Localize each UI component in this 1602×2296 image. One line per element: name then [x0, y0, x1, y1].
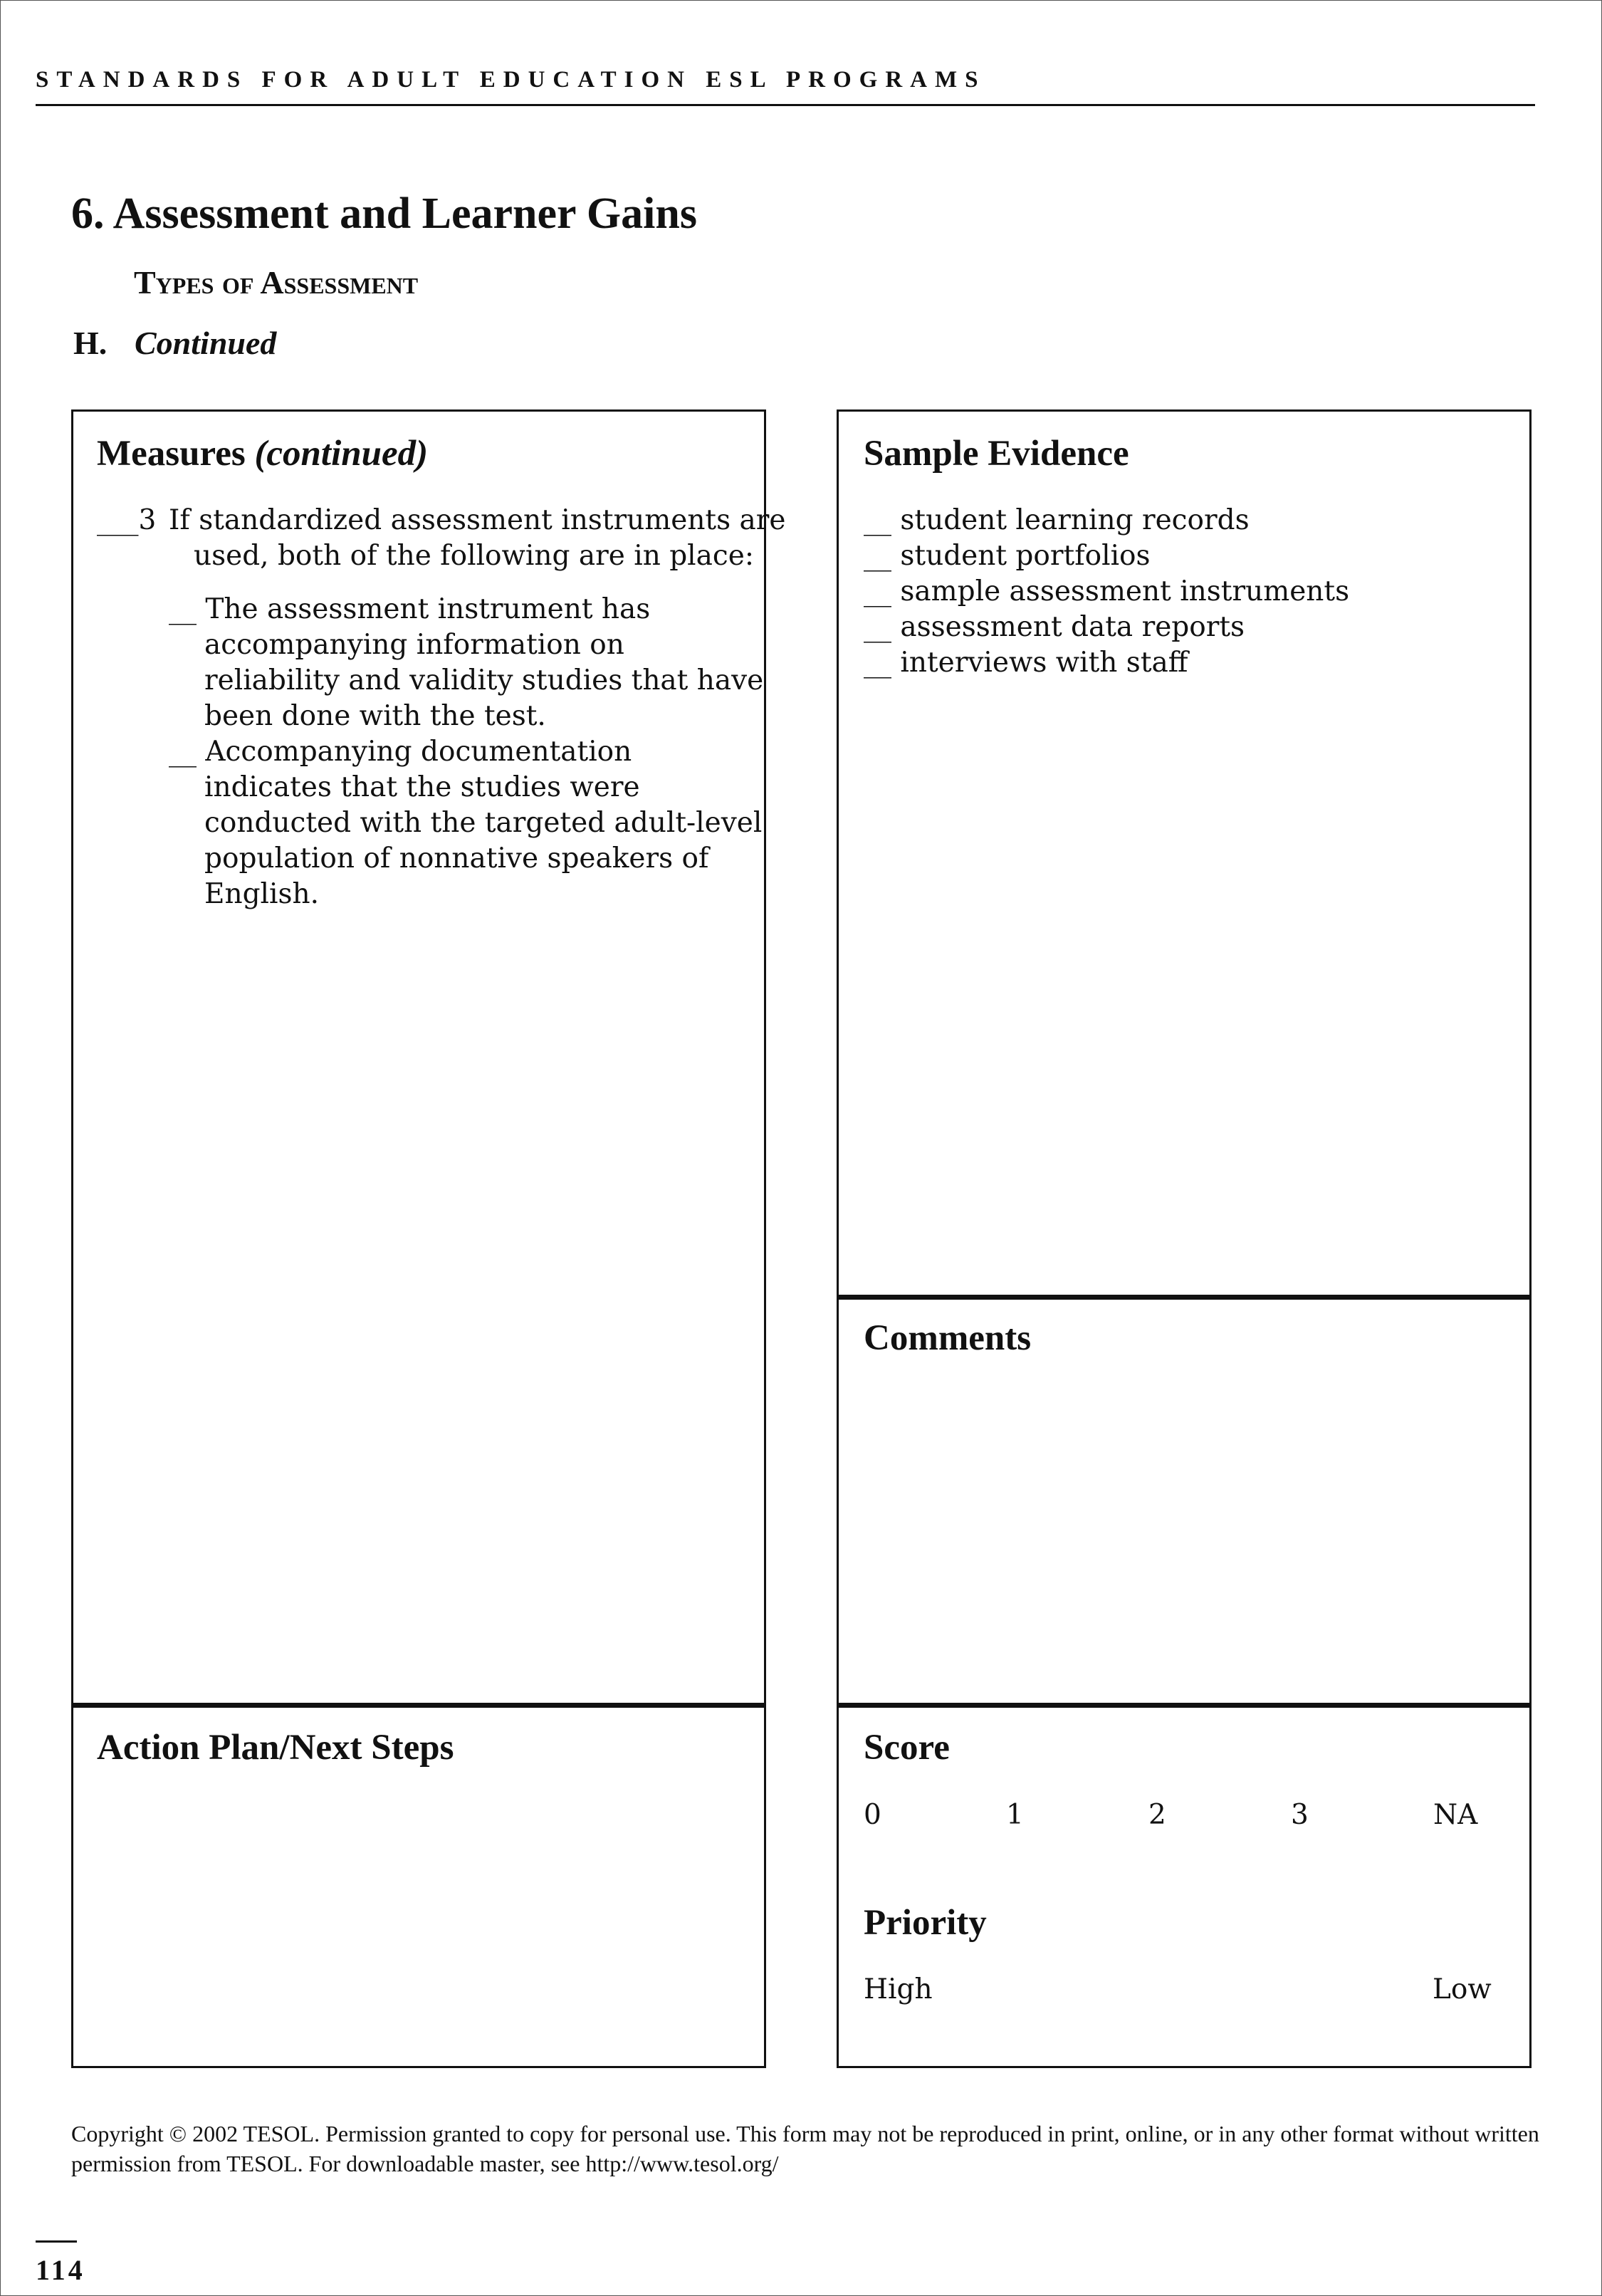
left-column-divider: [71, 1703, 766, 1708]
priority-high-label[interactable]: High: [864, 1973, 933, 2005]
score-option-3[interactable]: 3: [1291, 1799, 1309, 1831]
measure-line: used, both of the following are in place:: [194, 540, 754, 572]
measure-subitem-line: been done with the test.: [204, 700, 546, 732]
page-number-rule: [36, 2240, 77, 2243]
evidence-item: __ assessment data reports: [864, 611, 1245, 643]
subsection-heading: Types of Assessment: [134, 264, 419, 301]
score-option-1[interactable]: 1: [1006, 1799, 1024, 1831]
measure-subitem-line: accompanying information on: [204, 629, 624, 661]
evidence-item: __ interviews with staff: [864, 647, 1188, 679]
right-column-divider-comments: [837, 1295, 1532, 1300]
evidence-item: __ sample assessment instruments: [864, 575, 1350, 607]
section-title: 6. Assessment and Learner Gains: [71, 189, 697, 238]
running-head-rule: [36, 104, 1535, 106]
measure-line: If standardized assessment instruments are: [169, 504, 786, 536]
comments-title: Comments: [864, 1318, 1032, 1358]
item-heading: [73, 324, 276, 362]
evidence-item: __ student portfolios: [864, 540, 1151, 572]
priority-low-label[interactable]: Low: [1433, 1973, 1492, 2005]
measure-subitem-line: population of nonnative speakers of: [204, 842, 709, 875]
measure-subitem-line: indicates that the studies were: [204, 771, 640, 803]
evidence-item: __ student learning records: [864, 504, 1250, 536]
score-option-na[interactable]: NA: [1433, 1799, 1478, 1831]
priority-title: Priority: [864, 1903, 987, 1943]
measure-subitem-line: reliability and validity studies that have: [204, 664, 764, 696]
measure-subitem-line: English.: [204, 878, 320, 910]
measure-subitem-line: conducted with the targeted adult-level: [204, 807, 763, 839]
right-column-divider-score: [837, 1703, 1532, 1708]
score-option-0[interactable]: 0: [864, 1799, 881, 1831]
measure-subitem-line: __ The assessment instrument has: [169, 593, 651, 625]
action-plan-title: Action Plan/Next Steps: [97, 1728, 454, 1768]
measures-title-continued: (continued): [254, 434, 429, 474]
item-label: Continued: [135, 325, 277, 361]
sample-evidence-list: [864, 503, 1349, 681]
score-title: Score: [864, 1728, 950, 1768]
measures-heading: [97, 433, 428, 474]
running-head: STANDARDS FOR ADULT EDUCATION ESL PROGRAMS: [36, 67, 986, 93]
measure-number: ___3: [97, 504, 157, 536]
copyright-notice: Copyright © 2002 TESOL. Permission granted to copy for personal use. This form may not be reproduced in print, online, or in any other format without written permission from TESOL. For downloadable master, see http://www.tesol.org/: [71, 2121, 1539, 2176]
measure-subitem-line: __ Accompanying documentation: [169, 736, 632, 768]
score-option-2[interactable]: 2: [1148, 1799, 1166, 1831]
item-letter: H.: [73, 325, 108, 361]
page-number: 114: [36, 2254, 85, 2286]
measures-title: Measures: [97, 434, 246, 474]
sample-evidence-title: Sample Evidence: [864, 434, 1129, 474]
